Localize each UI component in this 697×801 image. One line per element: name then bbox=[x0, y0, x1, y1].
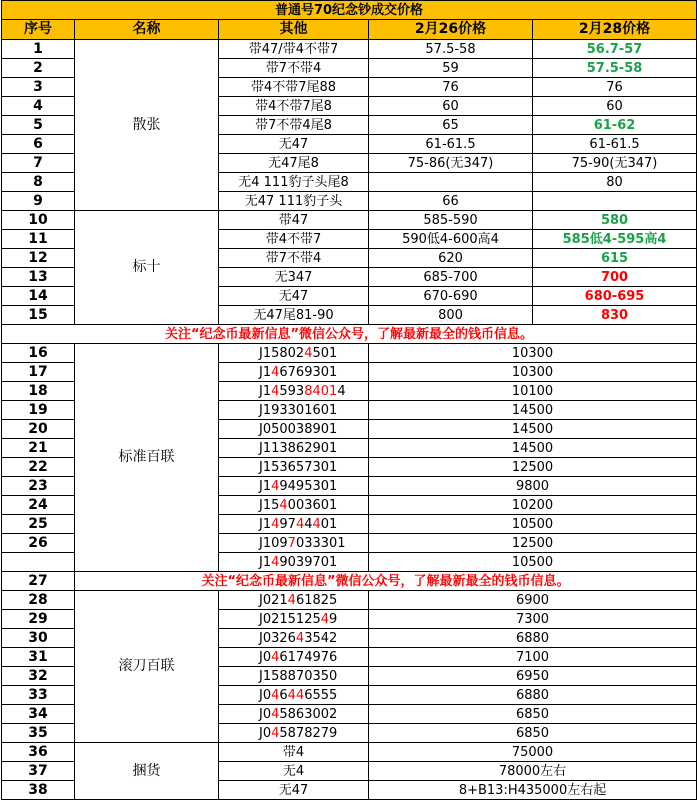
serial-part: 6769301 bbox=[279, 364, 338, 380]
serial-part: 01 bbox=[320, 516, 338, 532]
serial-part: 003601 bbox=[287, 497, 338, 513]
other-cell: 无47 bbox=[219, 781, 369, 800]
other-cell: 无4 111豹子头尾8 bbox=[219, 173, 369, 192]
other-cell: 无47 bbox=[219, 135, 369, 154]
table-row bbox=[2, 211, 697, 230]
price-table bbox=[1, 0, 697, 800]
serial-part: J109 bbox=[259, 535, 288, 551]
seq-cell: 7 bbox=[2, 154, 75, 173]
seq-cell: 1 bbox=[2, 40, 75, 59]
serial-cell bbox=[219, 610, 369, 629]
seq-cell: 5 bbox=[2, 116, 75, 135]
price-0228-cell: 61-62 bbox=[533, 116, 697, 135]
serial-part: 501 bbox=[312, 345, 338, 361]
price-cell: 10500 bbox=[369, 515, 697, 534]
seq-cell: 21 bbox=[2, 439, 75, 458]
price-cell: 6900 bbox=[369, 591, 697, 610]
other-cell: 带4不带7 bbox=[219, 230, 369, 249]
serial-cell bbox=[219, 477, 369, 496]
header-seq: 序号 bbox=[2, 20, 75, 40]
other-cell: 带7不带4尾8 bbox=[219, 116, 369, 135]
category-sanzhang: 散张 bbox=[75, 40, 219, 211]
price-cell: 10300 bbox=[369, 363, 697, 382]
serial-part: J1 bbox=[259, 554, 272, 570]
price-0228-cell: 75-90(无347) bbox=[533, 154, 697, 173]
seq-cell: 23 bbox=[2, 477, 75, 496]
serial-cell bbox=[219, 496, 369, 515]
serial-part: 4 bbox=[271, 687, 280, 703]
other-cell: 带7不带4 bbox=[219, 59, 369, 78]
serial-cell bbox=[219, 534, 369, 553]
price-cell: 9800 bbox=[369, 477, 697, 496]
table-row bbox=[2, 40, 697, 59]
price-0226-cell: 685-700 bbox=[369, 268, 533, 287]
serial-part: J113862901 bbox=[259, 440, 338, 456]
seq-cell: 32 bbox=[2, 667, 75, 686]
serial-part: J0 bbox=[259, 706, 272, 722]
price-0226-cell: 800 bbox=[369, 306, 533, 325]
price-0226-cell: 61-61.5 bbox=[369, 135, 533, 154]
serial-part: 5878279 bbox=[279, 725, 338, 741]
serial-part: 4 bbox=[271, 706, 280, 722]
other-cell: 带7不带4 bbox=[219, 249, 369, 268]
header-name: 名称 bbox=[75, 20, 219, 40]
price-0226-cell: 59 bbox=[369, 59, 533, 78]
serial-part: 0350 bbox=[304, 668, 338, 684]
seq-cell: 25 bbox=[2, 515, 75, 534]
price-0226-cell: 60 bbox=[369, 97, 533, 116]
seq-cell: 36 bbox=[2, 743, 75, 762]
serial-part: 6 bbox=[279, 687, 288, 703]
serial-part: J021 bbox=[259, 592, 288, 608]
price-cell: 6880 bbox=[369, 686, 697, 705]
price-0226-cell: 65 bbox=[369, 116, 533, 135]
serial-cell bbox=[219, 629, 369, 648]
price-cell: 10300 bbox=[369, 344, 697, 363]
price-0226-cell: 66 bbox=[369, 192, 533, 211]
serial-part: 4 bbox=[271, 725, 280, 741]
serial-part: 4 bbox=[271, 649, 280, 665]
price-0228-cell: 61-61.5 bbox=[533, 135, 697, 154]
table-title: 普通号70纪念钞成交价格 bbox=[2, 1, 697, 20]
price-cell: 10100 bbox=[369, 382, 697, 401]
notice-text: 关注“纪念币最新信息”微信公众号，了解最新最全的钱币信息。 bbox=[2, 325, 697, 344]
seq-cell: 18 bbox=[2, 382, 75, 401]
seq-cell: 11 bbox=[2, 230, 75, 249]
seq-cell: 19 bbox=[2, 401, 75, 420]
serial-cell bbox=[219, 344, 369, 363]
price-0228-cell: 56.7-57 bbox=[533, 40, 697, 59]
seq-cell: 10 bbox=[2, 211, 75, 230]
seq-cell: 34 bbox=[2, 705, 75, 724]
price-0226-cell: 75-86(无347) bbox=[369, 154, 533, 173]
serial-part: 4 bbox=[337, 383, 346, 399]
serial-cell bbox=[219, 401, 369, 420]
price-cell: 14500 bbox=[369, 439, 697, 458]
serial-part: J0 bbox=[259, 687, 272, 703]
price-0226-cell: 620 bbox=[369, 249, 533, 268]
other-cell: 带47 bbox=[219, 211, 369, 230]
price-0226-cell: 57.5-58 bbox=[369, 40, 533, 59]
seq-cell: 37 bbox=[2, 762, 75, 781]
seq-cell: 17 bbox=[2, 363, 75, 382]
serial-part: J0 bbox=[259, 649, 272, 665]
other-cell: 带47/带4不带7 bbox=[219, 40, 369, 59]
price-cell: 6880 bbox=[369, 629, 697, 648]
seq-cell: 12 bbox=[2, 249, 75, 268]
price-cell: 7300 bbox=[369, 610, 697, 629]
serial-part: J15802 bbox=[259, 345, 305, 361]
price-0226-cell: 585-590 bbox=[369, 211, 533, 230]
other-cell: 无47 111豹子头 bbox=[219, 192, 369, 211]
serial-part: 4 bbox=[271, 383, 280, 399]
other-cell: 带4不带7尾88 bbox=[219, 78, 369, 97]
price-0228-cell: 60 bbox=[533, 97, 697, 116]
serial-part: 033301 bbox=[295, 535, 346, 551]
serial-cell bbox=[219, 591, 369, 610]
category-gundao: 滚刀百联 bbox=[75, 591, 219, 743]
price-cell: 12500 bbox=[369, 534, 697, 553]
price-cell: 10200 bbox=[369, 496, 697, 515]
serial-part: J0215125 bbox=[259, 611, 321, 627]
serial-part: 44 bbox=[287, 687, 305, 703]
serial-part: 593 bbox=[279, 383, 305, 399]
serial-part: 61825 bbox=[295, 592, 338, 608]
seq-cell: 3 bbox=[2, 78, 75, 97]
serial-part: J0326 bbox=[259, 630, 296, 646]
serial-cell bbox=[219, 420, 369, 439]
serial-part: 8401 bbox=[304, 383, 338, 399]
price-cell: 6950 bbox=[369, 667, 697, 686]
serial-cell bbox=[219, 363, 369, 382]
seq-cell: 8 bbox=[2, 173, 75, 192]
table-row bbox=[2, 591, 697, 610]
header-other: 其他 bbox=[219, 20, 369, 40]
price-cell: 6850 bbox=[369, 705, 697, 724]
other-cell: 无347 bbox=[219, 268, 369, 287]
serial-part: J15887 bbox=[259, 668, 305, 684]
price-0228-cell: 585低4-595高4 bbox=[533, 230, 697, 249]
seq-cell: 29 bbox=[2, 610, 75, 629]
serial-part: 4 bbox=[304, 345, 313, 361]
serial-part: 4 bbox=[295, 630, 305, 646]
seq-cell: 22 bbox=[2, 458, 75, 477]
seq-cell: 28 bbox=[2, 591, 75, 610]
seq-cell: 6 bbox=[2, 135, 75, 154]
other-cell: 无47尾8 bbox=[219, 154, 369, 173]
serial-cell bbox=[219, 382, 369, 401]
seq-cell: 26 bbox=[2, 534, 75, 553]
notice-text: 关注“纪念币最新信息”微信公众号，了解最新最全的钱币信息。 bbox=[75, 572, 697, 591]
seq-cell: 20 bbox=[2, 420, 75, 439]
other-cell: 无4 bbox=[219, 762, 369, 781]
other-cell: 带4不带7尾8 bbox=[219, 97, 369, 116]
notice-row bbox=[2, 572, 697, 591]
price-cell: 10500 bbox=[369, 553, 697, 572]
serial-part: 4 bbox=[279, 497, 288, 513]
seq-cell: 33 bbox=[2, 686, 75, 705]
price-0226-cell: 76 bbox=[369, 78, 533, 97]
serial-part: J050038901 bbox=[259, 421, 338, 437]
price-cell: 12500 bbox=[369, 458, 697, 477]
serial-part: J153657301 bbox=[259, 459, 338, 475]
seq-cell bbox=[2, 553, 75, 572]
seq-cell: 2 bbox=[2, 59, 75, 78]
serial-cell bbox=[219, 553, 369, 572]
price-cell: 14500 bbox=[369, 401, 697, 420]
serial-part: 4 bbox=[271, 516, 280, 532]
serial-part: 4 bbox=[287, 592, 296, 608]
serial-part: J193301601 bbox=[259, 402, 338, 418]
serial-part: J1 bbox=[259, 383, 272, 399]
price-cell: 75000 bbox=[369, 743, 697, 762]
price-0228-cell: 76 bbox=[533, 78, 697, 97]
serial-cell bbox=[219, 515, 369, 534]
price-cell: 14500 bbox=[369, 420, 697, 439]
serial-part: 9495301 bbox=[279, 478, 338, 494]
serial-part: 6555 bbox=[304, 687, 338, 703]
serial-part: J1 bbox=[259, 516, 272, 532]
serial-part: 5863002 bbox=[279, 706, 338, 722]
price-0226-cell: 670-690 bbox=[369, 287, 533, 306]
price-0228-cell bbox=[533, 192, 697, 211]
price-0228-cell: 80 bbox=[533, 173, 697, 192]
seq-cell: 15 bbox=[2, 306, 75, 325]
serial-part: 6174976 bbox=[279, 649, 338, 665]
serial-part: J15 bbox=[259, 497, 280, 513]
category-biaoshi: 标十 bbox=[75, 211, 219, 325]
category-kunhuo: 捆货 bbox=[75, 743, 219, 800]
serial-cell bbox=[219, 439, 369, 458]
seq-cell: 35 bbox=[2, 724, 75, 743]
other-cell: 带4 bbox=[219, 743, 369, 762]
serial-part: 4 bbox=[304, 516, 313, 532]
serial-part: 3542 bbox=[304, 630, 338, 646]
serial-cell bbox=[219, 724, 369, 743]
price-0228-cell: 57.5-58 bbox=[533, 59, 697, 78]
price-0228-cell: 615 bbox=[533, 249, 697, 268]
price-cell: 7100 bbox=[369, 648, 697, 667]
other-cell: 无47 bbox=[219, 287, 369, 306]
header-price-0226: 2月26价格 bbox=[369, 20, 533, 40]
price-cell: 8+B13:H435000左右起 bbox=[369, 781, 697, 800]
serial-part: 9 bbox=[329, 611, 338, 627]
seq-cell: 27 bbox=[2, 572, 75, 591]
price-0226-cell bbox=[369, 173, 533, 192]
notice-row bbox=[2, 325, 697, 344]
price-0226-cell: 590低4-600高4 bbox=[369, 230, 533, 249]
serial-part: 4 bbox=[271, 554, 280, 570]
seq-cell: 13 bbox=[2, 268, 75, 287]
seq-cell: 38 bbox=[2, 781, 75, 800]
serial-part: 4 bbox=[320, 611, 330, 627]
serial-cell bbox=[219, 705, 369, 724]
other-cell: 无47尾81-90 bbox=[219, 306, 369, 325]
serial-part: 9039701 bbox=[279, 554, 338, 570]
seq-cell: 30 bbox=[2, 629, 75, 648]
serial-part: 4 bbox=[271, 478, 280, 494]
table-row bbox=[2, 344, 697, 363]
price-cell: 78000左右 bbox=[369, 762, 697, 781]
seq-cell: 16 bbox=[2, 344, 75, 363]
seq-cell: 24 bbox=[2, 496, 75, 515]
price-0228-cell: 830 bbox=[533, 306, 697, 325]
serial-part: 4 bbox=[295, 516, 305, 532]
serial-part: J1 bbox=[259, 478, 272, 494]
serial-cell bbox=[219, 667, 369, 686]
price-0228-cell: 580 bbox=[533, 211, 697, 230]
serial-cell bbox=[219, 458, 369, 477]
seq-cell: 31 bbox=[2, 648, 75, 667]
seq-cell: 9 bbox=[2, 192, 75, 211]
header-price-0228: 2月28价格 bbox=[533, 20, 697, 40]
serial-part: 4 bbox=[271, 364, 280, 380]
table-row bbox=[2, 743, 697, 762]
serial-part: J1 bbox=[259, 364, 272, 380]
category-biaozhun: 标准百联 bbox=[75, 344, 219, 572]
serial-part: J0 bbox=[259, 725, 272, 741]
serial-part: 97 bbox=[279, 516, 296, 532]
seq-cell: 14 bbox=[2, 287, 75, 306]
serial-part: 4 bbox=[312, 516, 321, 532]
price-cell: 6850 bbox=[369, 724, 697, 743]
seq-cell: 4 bbox=[2, 97, 75, 116]
price-0228-cell: 680-695 bbox=[533, 287, 697, 306]
serial-part: 7 bbox=[287, 535, 296, 551]
serial-cell bbox=[219, 686, 369, 705]
price-0228-cell: 700 bbox=[533, 268, 697, 287]
serial-cell bbox=[219, 648, 369, 667]
